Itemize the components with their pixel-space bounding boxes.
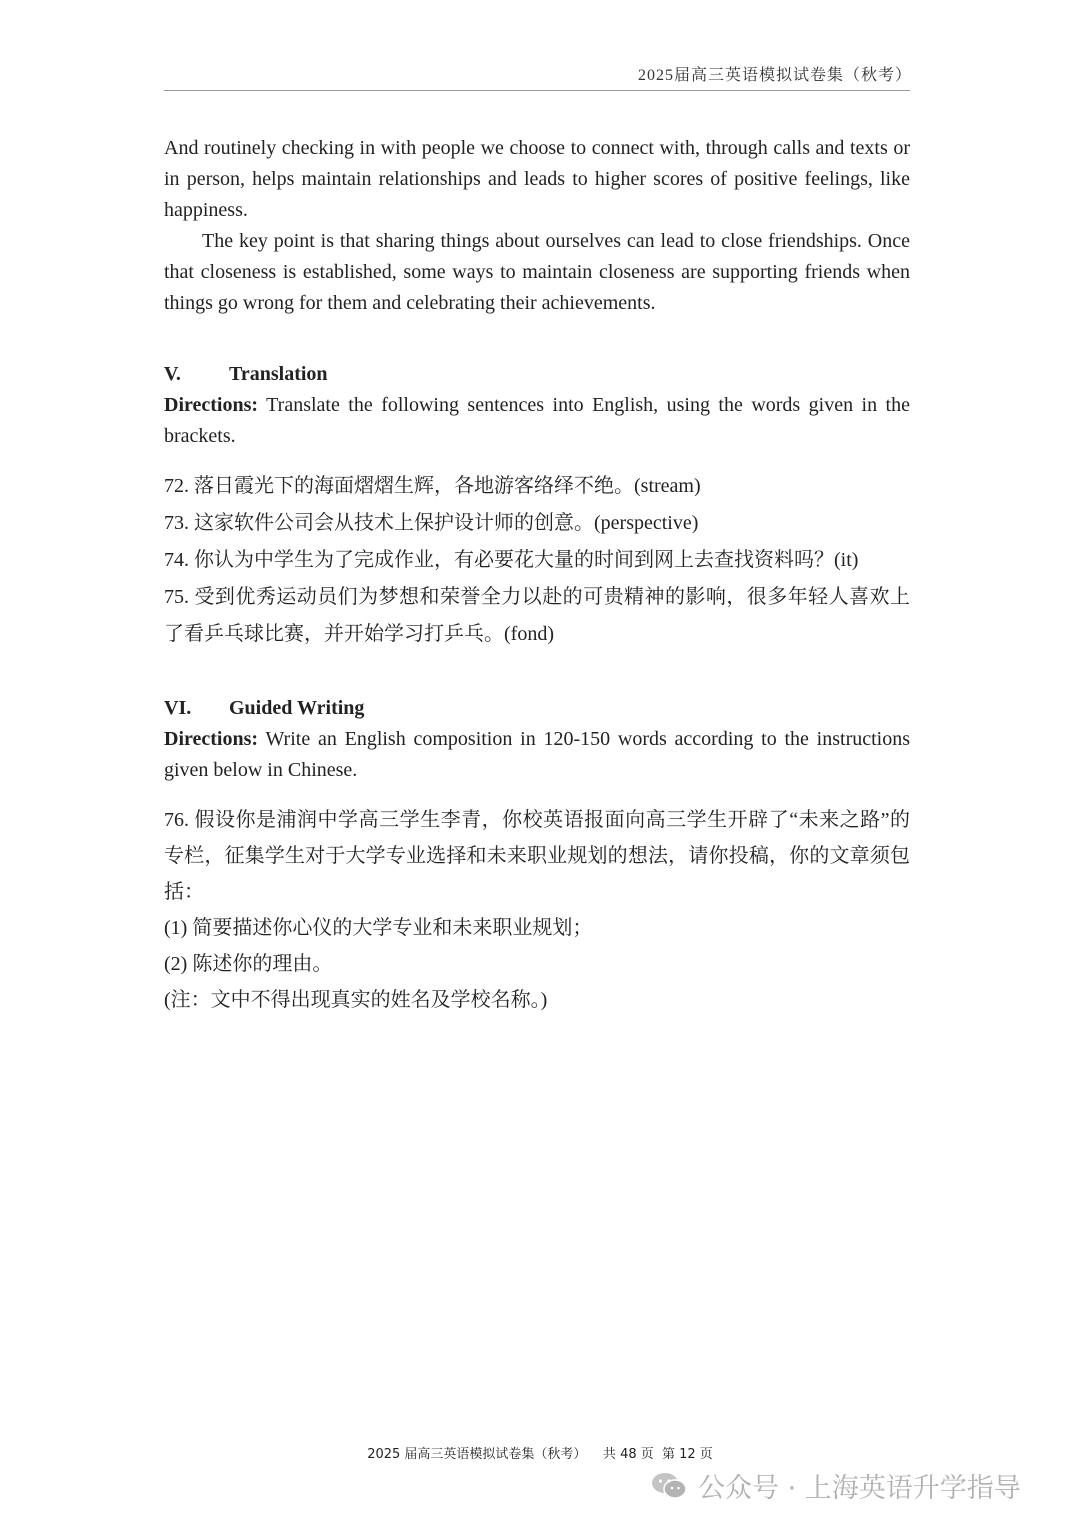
translation-items bbox=[164, 468, 910, 653]
directions-text: Translate the following sentences into English, using the words given in the brackets. bbox=[164, 394, 910, 447]
header-divider bbox=[164, 90, 910, 91]
translation-item: 75. 受到优秀运动员们为梦想和荣誉全力以赴的可贵精神的影响，很多年轻人喜欢上了看乒乓球比赛，并开始学习打乒乓。(fond) bbox=[164, 586, 910, 645]
writing-point: (2) 陈述你的理由。 bbox=[164, 953, 333, 975]
directions-label: Directions: bbox=[164, 728, 259, 750]
watermark bbox=[650, 1466, 1021, 1505]
translation-item: 74. 你认为中学生为了完成作业，有必要花大量的时间到网上去查找资料吗？(it) bbox=[164, 549, 859, 571]
page-content bbox=[164, 133, 910, 1018]
section-translation-heading bbox=[164, 359, 910, 390]
writing-task bbox=[164, 802, 910, 1018]
section-number: VI. bbox=[164, 697, 192, 719]
translation-item: 73. 这家软件公司会从技术上保护设计师的创意。(perspective) bbox=[164, 512, 699, 534]
running-header: 2025届高三英语模拟试卷集（秋考） bbox=[637, 67, 912, 84]
writing-prompt: 76. 假设你是浦润中学高三学生李青，你校英语报面向高三学生开辟了“未来之路”的专栏，征集学生对于大学专业选择和未来职业规划的想法，请你投稿，你的文章须包括： bbox=[164, 809, 910, 903]
section-writing-heading bbox=[164, 693, 910, 724]
passage-paragraph-1: And routinely checking in with people we choose to connect with, through calls and texts or in person, helps maintain relationships and leads to higher scores of positive feelings, like happiness. bbox=[164, 137, 910, 221]
writing-directions bbox=[164, 724, 910, 786]
wechat-icon bbox=[650, 1471, 688, 1501]
writing-note: (注：文中不得出现真实的姓名及学校名称。) bbox=[164, 989, 548, 1011]
section-title: Translation bbox=[229, 363, 328, 385]
directions-label: Directions: bbox=[164, 394, 259, 416]
page-footer bbox=[0, 1443, 1080, 1462]
section-number: V. bbox=[164, 363, 181, 385]
translation-directions bbox=[164, 390, 910, 452]
writing-point: (1) 简要描述你心仪的大学专业和未来职业规划； bbox=[164, 917, 593, 939]
watermark-text: 公众号 · 上海英语升学指导 bbox=[698, 1473, 1021, 1504]
directions-text: Write an English composition in 120-150 words according to the instructions given below in Chinese. bbox=[164, 728, 910, 781]
passage-paragraph-2: The key point is that sharing things about ourselves can lead to close friendships. Once that closeness is established, some ways to maintain closeness are supporting friends when things go wrong for them and celebrating their achievements. bbox=[164, 230, 910, 314]
translation-item: 72. 落日霞光下的海面熠熠生辉，各地游客络绎不绝。(stream) bbox=[164, 475, 701, 497]
footer-text: 2025 届高三英语模拟试卷集（秋考） 共 48 页 第 12 页 bbox=[367, 1447, 713, 1462]
section-title: Guided Writing bbox=[229, 697, 365, 719]
